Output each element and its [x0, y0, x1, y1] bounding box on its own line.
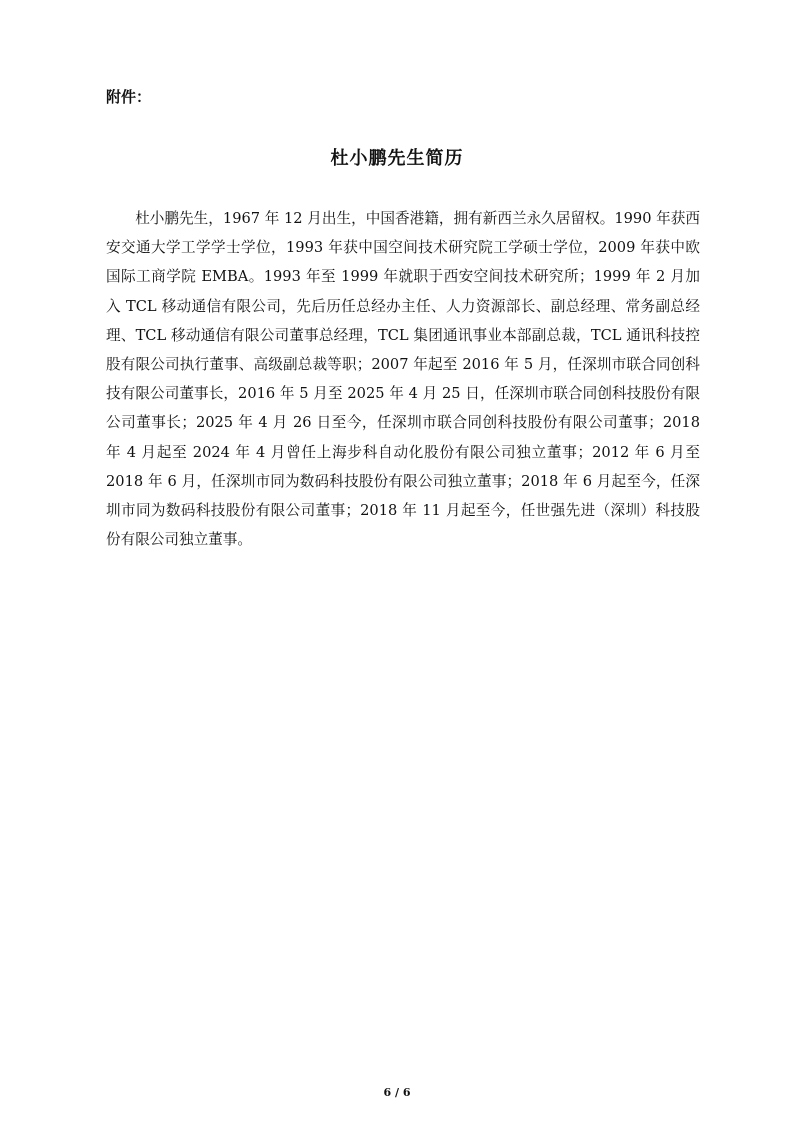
- page-title: 杜小鹏先生简历: [330, 148, 464, 169]
- bio-paragraph: 杜小鹏先生，1967 年 12 月出生，中国香港籍，拥有新西兰永久居留权。1990 年获西安交通大学工学学士学位，1993 年获中国空间技术研究院工学硕士学位，2009 年获中欧国际工商学院 EMBA。1993 年至 1999 年就职于西安空间技术研究所；1999 年 2 月加入 TCL 移动通信有限公司，先后历任总经办主任、人力资源部长、副总经理、常务副总经理、TCL 移动通信有限公司董事总经理，TCL 集团通讯事业本部副总裁，TCL 通讯科技控股有限公司执行董事、高级副总裁等职；2007 年起至 2016 年 5 月，任深圳市联合同创科技有限公司董事长，2016 年 5 月至 2025 年 4 月 25 日，任深圳市联合同创科技股份有限公司董事长；2025 年 4 月 26 日至今，任深圳市联合同创科技股份有限公司董事；2018 年 4 月起至 2024 年 4 月曾任上海步科自动化股份有限公司独立董事；2012 年 6 月至 2018 年 6 月，任深圳市同为数码科技股份有限公司独立董事；2018 年 6 月起至今，任深圳市同为数码科技股份有限公司董事；2018 年 11 月起至今，任世强先进（深圳）科技股份有限公司独立董事。: [106, 210, 700, 549]
- page-number: 6 / 6: [383, 1086, 411, 1099]
- attachment-label: 附件：: [106, 88, 152, 106]
